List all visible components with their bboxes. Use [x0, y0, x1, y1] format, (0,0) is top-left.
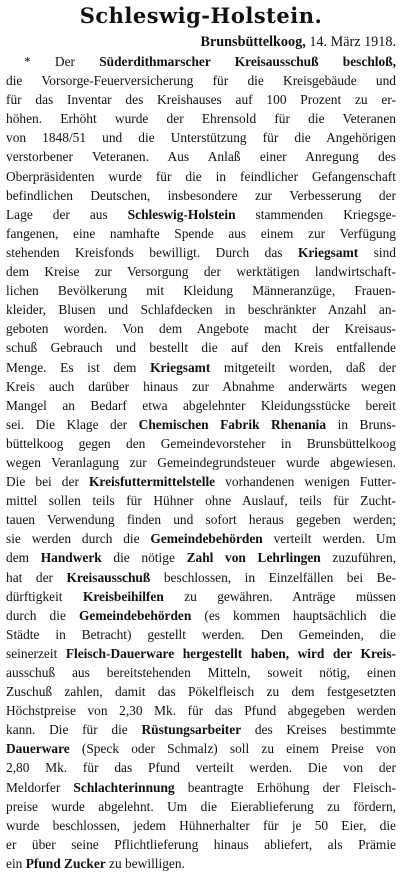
article-line: preise wurde abgelehnt. Um die Eierablieferung zu fördern,	[6, 798, 396, 814]
article-line: Dauerware (Speck oder Schmalz) soll zu einem Preise von	[6, 741, 396, 757]
article-line: lichen Bevölkerung mit Kleidung Männeranzüge, Frauen-	[6, 283, 396, 299]
article-line: 2,80 Mk. für das Pfund verteilt werden. Die von der	[6, 760, 396, 776]
article-line: von 1848/51 und die Unterstützung für die Angehörigen	[6, 130, 396, 146]
dateline-place: Brunsbüttelkoog,	[200, 34, 306, 50]
article-line: er über seine Pflichtlieferung hinaus abliefert, als Prämie	[6, 836, 396, 852]
article-body	[6, 52, 396, 873]
dateline	[6, 33, 396, 51]
article-line: dem Kreise zur Versorgung der werktätigen landwirtschaft-	[6, 264, 396, 280]
article-line: Städte in Betracht) gestellt werden. Den Gemeinden, die	[6, 626, 396, 642]
article-line: Die bei der Kreisfuttermittelstelle vorhandenen wenigen Futter-	[6, 474, 396, 490]
article-line: sie werden durch die Gemeindebehörden verteilt werden. Um	[6, 531, 396, 547]
article-line: kleider, Blusen und Schlafdecken in beschränkter Anzahl an-	[6, 302, 396, 318]
article-line: schuß Gebrauch und bestellt die auf den Kreis entfallende	[6, 340, 396, 356]
article-line: höhen. Erhöht wurde der Ehrensold für die Veteranen	[6, 111, 396, 127]
article-line: wegen Veranlagung zur Gemeindegrundsteuer wurde abgewiesen.	[6, 454, 396, 470]
article-line: kann. Die für die Rüstungsarbeiter des Kreises bestimmte	[6, 722, 397, 738]
article-line: sei. Die Klage der Chemischen Fabrik Rhenania in Bruns-	[6, 416, 396, 432]
article-line: für das Inventar des Kreishauses auf 100 Prozent zu er-	[6, 92, 396, 108]
article-line: dürftigkeit Kreisbeihilfen zu gewähren. Anträge müssen	[6, 588, 397, 604]
article-line: Menge. Es ist dem Kriegsamt mitgeteilt worden, daß der	[6, 359, 396, 375]
article-line: * Der Süderdithmarscher Kreisausschuß beschloß,	[24, 54, 396, 69]
article-line: dem Handwerk die nötige Zahl von Lehrlingen zuzuführen,	[6, 550, 397, 566]
article-line: büttelkoog gegen den Gemeindevorsteher in Brunsbüttelkoog	[6, 435, 396, 451]
article-line: Höchstpreise von 2,30 Mk. für das Pfund abgegeben werden	[6, 703, 396, 719]
article-line: seinerzeit Fleisch-Dauerware hergestellt haben, wird der Kreis-	[6, 645, 396, 661]
article-line: Mangel an Bedarf etwa abgelehnter Kleidungsstücke bereit	[6, 397, 396, 413]
article-line: durch die Gemeindebehörden (es kommen hauptsächlich die	[6, 607, 396, 623]
article-line: Kreis auch darüber hinaus zur Abnahme anderwärts wegen	[6, 378, 396, 394]
article-line: hat der Kreisausschuß beschlossen, in Einzelfällen bei Be-	[6, 569, 396, 585]
article-line: die Vorsorge-Feuerversicherung für die Kreisgebäude und	[6, 73, 396, 89]
article-line: wurde beschlossen, jedem Hühnerhalter für je 50 Eier, die	[6, 817, 396, 833]
article-line: ausschuß aus bereitstehenden Mitteln, soweit nötig, einen	[6, 665, 396, 680]
article-line: Oberpräsidenten wurde für die in feindlicher Gefangenschaft	[6, 168, 396, 184]
article-line: tauen Verwendung finden und sofort heraus gegeben werden;	[6, 512, 396, 528]
article-line: geboten worden. Von dem Angebote macht der Kreisaus-	[6, 321, 396, 337]
article-line: fangenen, eine namhafte Spende aus einem zur Verfügung	[6, 225, 396, 241]
article-line: Meldorfer Schlachterinnung beantragte Erhöhung der Fleisch-	[6, 779, 396, 795]
article-line: Zuschuß zahlen, damit das Pökelfleisch zu dem festgesetzten	[6, 684, 396, 700]
article-line: verstorbener Veteranen. Aus Anlaß einer Anregung des	[6, 149, 396, 165]
article-line: befindlichen Deutschen, insbesondere zur Verbesserung der	[6, 187, 396, 203]
article-line: mittel sollen teils für Hühner ohne Auslauf, teils für Zucht-	[6, 493, 396, 509]
dateline-date: 14. März 1918.	[309, 34, 396, 50]
section-heading: Schleswig-Holstein.	[79, 3, 323, 28]
article-line: Lage der aus Schleswig-Holstein stammenden Kriegsge-	[6, 206, 396, 222]
article-line: stehenden Kreisfonds bewilligt. Durch das Kriegsamt sind	[6, 244, 397, 260]
article-line: ein Pfund Zucker zu bewilligen.	[6, 855, 185, 871]
